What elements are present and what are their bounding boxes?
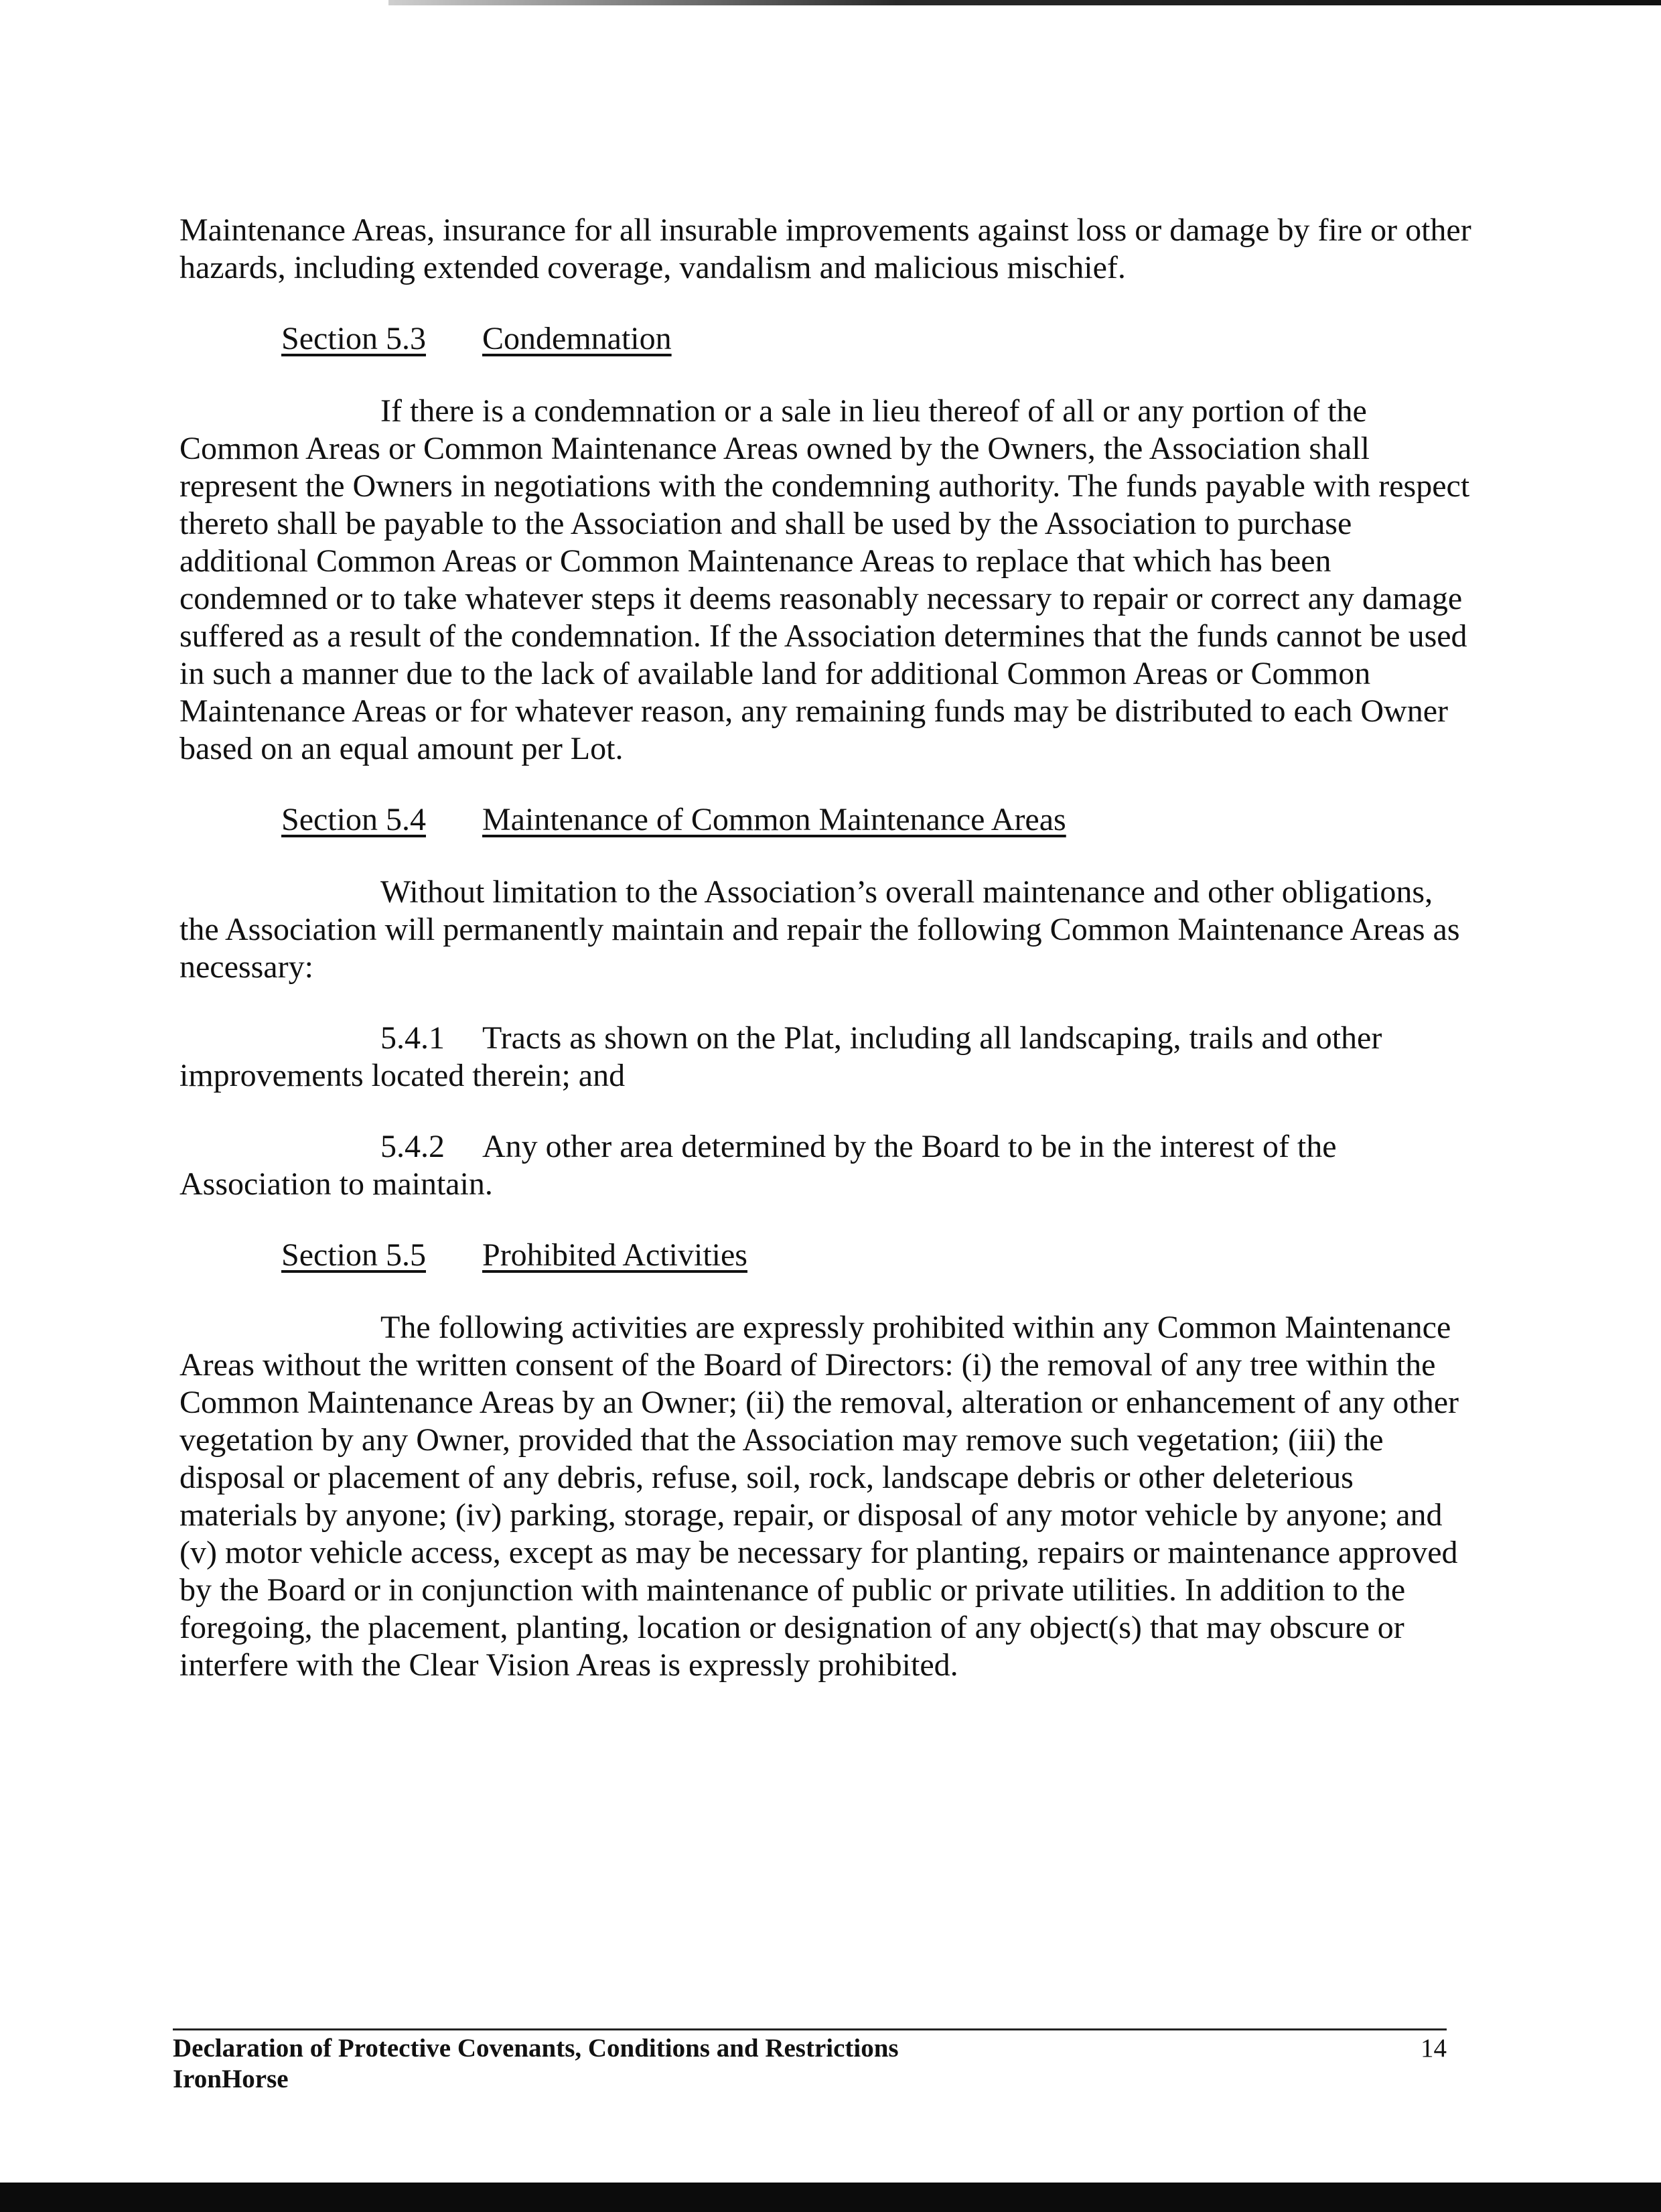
section-number: Section 5.3 xyxy=(281,321,426,356)
section-number: Section 5.5 xyxy=(281,1237,426,1273)
list-item-text: Tracts as shown on the Plat, including all landscaping, trails and other improvements located therein; and xyxy=(179,1020,1382,1093)
list-item xyxy=(179,1020,1479,1095)
section-title: Prohibited Activities xyxy=(482,1237,747,1273)
section-5-4-heading xyxy=(179,801,1479,839)
section-5-5-body: The following activities are expressly prohibited within any Common Maintenance Areas without the written consent of the Board of Directors: (i) the removal of any tree within the Common Maintenance Areas by an Owner; (ii) the removal, alteration or enhancement of any other vegetation by any Owner, provided that the Association may remove such vegetation; (iii) the disposal or placement of any debris, refuse, soil, rock, landscape debris or other deleterious materials by anyone; (iv) parking, storage, repair, or disposal of any motor vehicle by anyone; and (v) motor vehicle access, except as may be necessary for planting, repairs or maintenance approved by the Board or in conjunction with maintenance of public or private utilities. In addition to the foregoing, the placement, planting, location or designation of any object(s) that may obscure or interfere with the Clear Vision Areas is expressly prohibited. xyxy=(179,1310,1459,1683)
list-item xyxy=(179,1128,1479,1203)
section-title: Condemnation xyxy=(482,321,672,356)
page-footer xyxy=(173,2028,1447,2095)
footer-project-name: IronHorse xyxy=(173,2065,289,2093)
section-title: Maintenance of Common Maintenance Areas xyxy=(482,802,1066,837)
list-item-number: 5.4.1 xyxy=(380,1020,445,1056)
section-5-4-body: Without limitation to the Association’s overall maintenance and other obligations, the Association will permanently maintain and repair the following Common Maintenance Areas as necessary: xyxy=(179,874,1460,985)
paragraph-insurance-continuation: Maintenance Areas, insurance for all insurable improvements against loss or damage by fire or other hazards, including extended coverage, vandalism and malicious mischief. xyxy=(179,212,1471,285)
list-item-text: Any other area determined by the Board to be in the interest of the Association to maintain. xyxy=(179,1129,1337,1202)
page-number: 14 xyxy=(1421,2034,1447,2063)
section-number: Section 5.4 xyxy=(281,802,426,837)
scan-edge-top xyxy=(388,0,1661,5)
scan-edge-bottom xyxy=(0,2183,1661,2212)
section-5-5-heading xyxy=(179,1237,1479,1274)
list-item-number: 5.4.2 xyxy=(380,1129,445,1164)
footer-document-title: Declaration of Protective Covenants, Conditions and Restrictions xyxy=(173,2034,899,2063)
section-5-3-heading xyxy=(179,320,1479,358)
section-5-3-body: If there is a condemnation or a sale in lieu thereof of all or any portion of the Common Areas or Common Maintenance Areas owned by the Owners, the Association shall represent the Owners in negotiations with the condemning authority. The funds payable with respect thereto shall be payable to the Association and shall be used by the Association to purchase additional Common Areas or Common Maintenance Areas to replace that which has been condemned or to take whatever steps it deems reasonably necessary to repair or correct any damage suffered as a result of the condemnation. If the Association determines that the funds cannot be used in such a manner due to the lack of available land for additional Common Areas or Common Maintenance Areas or for whatever reason, any remaining funds may be distributed to each Owner based on an equal amount per Lot. xyxy=(179,393,1470,766)
document-page xyxy=(179,212,1479,1684)
